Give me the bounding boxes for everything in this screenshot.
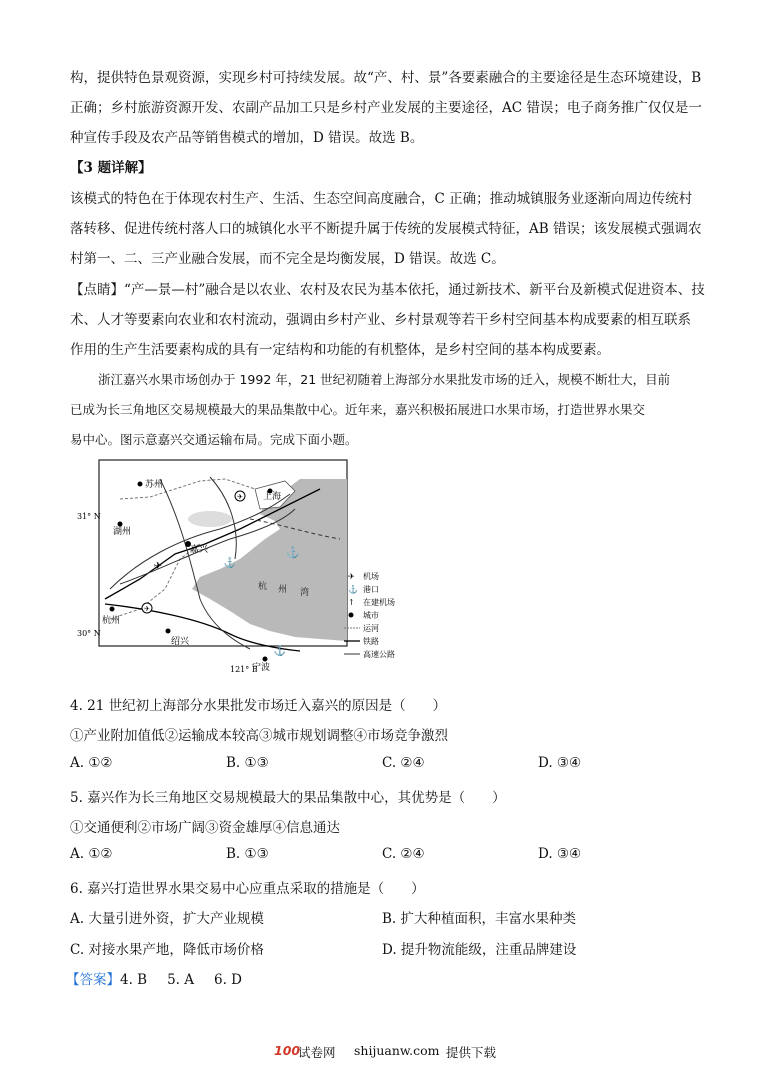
port-icon: ⚓ (286, 546, 300, 559)
legend-railway: 铁路 (363, 637, 379, 646)
label-bay-2: 州 (278, 585, 288, 595)
legend-airport: 机场 (363, 572, 379, 581)
answer-line (66, 968, 242, 988)
city-suzhou-dot (138, 482, 143, 487)
label-lon-121: 121° E (230, 665, 258, 674)
q6-option-b: B. 扩大种植面积，丰富水果种类 (382, 911, 577, 927)
q5-stem: 5. 嘉兴作为长三角地区交易规模最大的果品集散中心，其优势是（ ） (70, 790, 506, 806)
q4-stem: 4. 21 世纪初上海部分水果批发市场迁入嘉兴的原因是（ ） (70, 698, 447, 714)
footer-site-name: 试卷网 (298, 1045, 336, 1060)
label-lat-31: 31° N (77, 512, 101, 521)
legend-port-symbol: ⚓ (348, 585, 358, 594)
label-shanghai: 上海 (263, 492, 282, 502)
q6-stem: 6. 嘉兴打造世界水果交易中心应重点采取的措施是（ ） (70, 881, 425, 897)
svg-text:✈: ✈ (144, 605, 150, 613)
q6-option-c: C. 对接水果产地，降低市场价格 (70, 942, 264, 958)
label-hangzhou: 杭州 (102, 616, 121, 626)
tip-line-3: 作用的生产生活要素构成的具有一定结构和功能的有机整体，是乡村空间的基本构成要素。 (70, 342, 610, 358)
legend-highway: 高速公路 (363, 650, 395, 659)
legend-construction-symbol: ↑ (348, 598, 355, 607)
q5-option-d: D. ③④ (538, 846, 582, 862)
label-suzhou: 苏州 (145, 480, 164, 490)
answer-4: 4. B (120, 972, 148, 988)
legend-port: 港口 (363, 585, 379, 594)
legend-city: 城市 (363, 611, 379, 620)
legend-construction: 在建机场 (363, 598, 395, 607)
legend-city-symbol (349, 613, 354, 618)
airport-icon (142, 603, 152, 613)
q3-header: 【3 题详解】 (70, 160, 152, 176)
q4-items: ①产业附加值低②运输成本较高③城市规划调整④市场竞争激烈 (70, 728, 448, 744)
para1-line-1: 构，提供特色景观资源，实现乡村可持续发展。故“产、村、景”各要素融合的主要途径是生态环境建设，B (70, 70, 702, 86)
footer-site-url[interactable]: shijuanw.com (354, 1043, 440, 1058)
answer-6: 6. D (214, 972, 243, 988)
intro-line-1: 浙江嘉兴水果市场创办于 1992 年，21 世纪初随着上海部分水果批发市场的迁入，规模不断壮大，目前 (98, 372, 671, 387)
city-shaoxing-dot (166, 629, 171, 634)
airport-icon (235, 491, 245, 501)
label-jiaxing: 嘉兴 (190, 545, 209, 555)
tip-line-1: 【点睛】“产—景—村”融合是以农业、农村及农民为基本依托，通过新技术、新平台及新模式促进资本、技 (70, 282, 705, 298)
intro-line-2: 已成为长三角地区交易规模最大的果品集散中心。近年来，嘉兴积极拓展进口水果市场，打造世界水果交 (70, 402, 646, 417)
para2-line-2: 落转移、促进传统村落人口的城镇化水平不断提升属于传统的发展模式特征，AB 错误；该发展模式强调农 (70, 221, 702, 237)
label-lat-30: 30° N (77, 629, 101, 638)
answer-5: 5. A (167, 972, 195, 988)
tip-line-2: 术、人才等要素向农业和农村流动，强调由乡村产业、乡村景观等若干乡村空间基本构成要素的相互联系 (70, 312, 691, 328)
city-hangzhou-dot (110, 607, 115, 612)
para2-line-3: 村第一、二、三产业融合发展，而不完全是均衡发展，D 错误。故选 C。 (70, 251, 505, 267)
footer-logo: 100 (274, 1043, 301, 1058)
port-icon: ⚓ (223, 558, 237, 569)
map-legend (344, 571, 395, 659)
city-ningbo-dot (263, 657, 268, 662)
q4-option-c: C. ②④ (382, 755, 425, 771)
intro-line-3: 易中心。图示意嘉兴交通运输布局。完成下面小题。 (70, 432, 358, 447)
label-bay-1: 杭 (258, 582, 268, 592)
para2-line-1: 该模式的特色在于体现农村生产、生活、生态空间高度融合，C 正确；推动城镇服务业逐渐向周边传统村 (70, 191, 693, 207)
legend-canal: 运河 (363, 624, 379, 633)
label-huzhou: 湖州 (113, 527, 132, 537)
q6-option-d: D. 提升物流能级，注重品牌建设 (382, 942, 577, 958)
label-shaoxing: 绍兴 (171, 637, 190, 647)
q4-option-a: A. ①② (70, 755, 113, 771)
construction-airport-icon: ✈ (153, 561, 163, 572)
legend-airport-symbol: ✈ (348, 572, 355, 581)
q4-option-d: D. ③④ (538, 755, 582, 771)
para1-line-3: 种宣传手段及农产品等销售模式的增加，D 错误。故选 B。 (70, 130, 424, 146)
q5-option-a: A. ①② (70, 846, 113, 862)
q6-option-a: A. 大量引进外资，扩大产业规模 (70, 911, 264, 927)
label-ningbo: 宁波 (252, 663, 271, 673)
footer-download: 提供下载 (446, 1045, 497, 1060)
para1-line-2: 正确；乡村旅游资源开发、农副产品加工只是乡村产业发展的主要途径，AC 错误；电子商务推广仅仅是一 (70, 100, 702, 116)
q5-option-c: C. ②④ (382, 846, 425, 862)
q5-option-b: B. ①③ (226, 846, 269, 862)
q5-items: ①交通便利②市场广阔③资金雄厚④信息通达 (70, 820, 340, 836)
q4-option-b: B. ①③ (226, 755, 269, 771)
answer-label: 【答案】 (66, 972, 120, 988)
port-icon: ⚓ (273, 646, 287, 657)
taihu-lake (188, 511, 232, 527)
label-bay-3: 湾 (300, 588, 310, 598)
city-huzhou-dot (118, 522, 123, 527)
jiaxing-transport-map (77, 459, 400, 674)
svg-text:✈: ✈ (237, 493, 243, 501)
